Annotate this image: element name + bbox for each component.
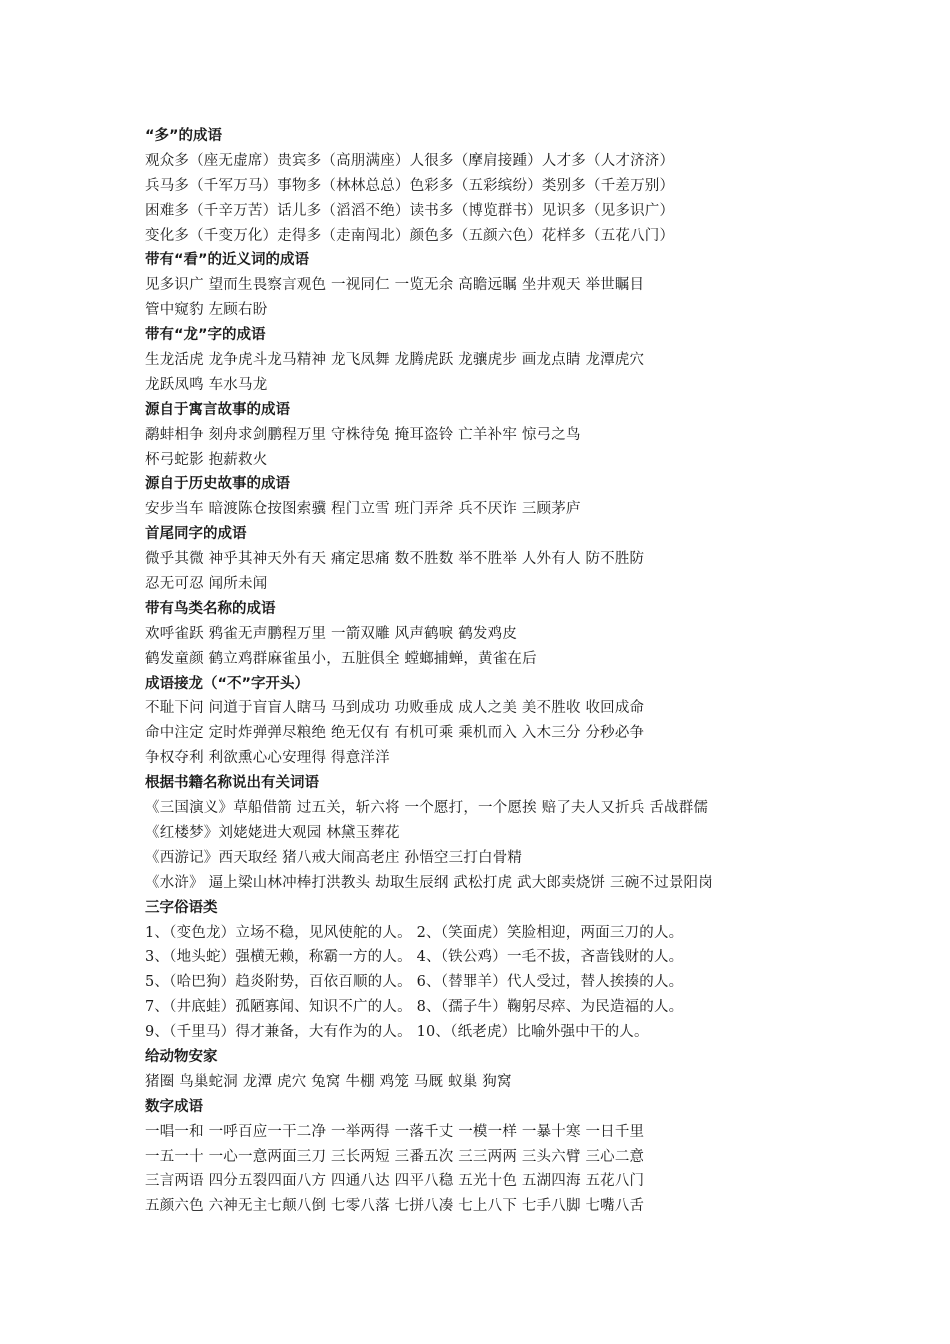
idiom-line: 观众多（座无虚席）贵宾多（高朋满座）人很多（摩肩接踵）人才多（人才济济）: [145, 152, 675, 169]
idiom-line: 一五一十 一心一意两面三刀 三长两短 三番五次 三三两两 三头六臂 三心二意: [145, 1148, 645, 1165]
section-heading: 带有“看”的近义词的成语: [145, 252, 310, 269]
idiom-line: 《水浒》 逼上梁山林冲棒打洪教头 劫取生辰纲 武松打虎 武大郎卖烧饼 三碗不过景阳岗: [145, 874, 713, 891]
idiom-line: 一唱一和 一呼百应一干二净 一举两得 一落千丈 一模一样 一暴十寒 一日千里: [145, 1123, 645, 1140]
idiom-line: 微乎其微 神乎其神天外有天 痛定思痛 数不胜数 举不胜举 人外有人 防不胜防: [145, 551, 645, 568]
idiom-line: 鹬蚌相争 刻舟求剑鹏程万里 守株待兔 掩耳盗铃 亡羊补牢 惊弓之鸟: [145, 426, 581, 443]
idiom-line: 《红楼梦》刘姥姥进大观园 林黛玉葬花: [145, 824, 400, 841]
section-heading: 源自于寓言故事的成语: [145, 401, 290, 418]
idiom-line: 见多识广 望而生畏察言观色 一视同仁 一览无余 高瞻远瞩 坐井观天 举世瞩目: [145, 277, 645, 294]
idiom-line: 鹤发童颜 鹤立鸡群麻雀虽小，五脏俱全 螳螂捕蝉，黄雀在后: [145, 650, 537, 667]
section-heading: 带有鸟类名称的成语: [145, 600, 276, 617]
idiom-line: 管中窥豹 左顾右盼: [145, 302, 268, 319]
idiom-line: 变化多（千变万化）走得多（走南闯北）颜色多（五颜六色）花样多（五花八门）: [145, 227, 675, 244]
section-heading: 给动物安家: [145, 1048, 218, 1065]
idiom-line: 9、（千里马）得才兼备，大有作为的人。 10、（纸老虎）比喻外强中干的人。: [145, 1024, 649, 1041]
idiom-line: 不耻下问 问道于盲盲人瞎马 马到成功 功败垂成 成人之美 美不胜收 收回成命: [145, 700, 645, 717]
section-heading: 成语接龙（“不”字开头）: [145, 675, 310, 692]
section-heading: 三字俗语类: [145, 899, 218, 916]
idiom-line: 《西游记》西天取经 猪八戒大闹高老庄 孙悟空三打白骨精: [145, 849, 523, 866]
idiom-line: 五颜六色 六神无主七颠八倒 七零八落 七拼八凑 七上八下 七手八脚 七嘴八舌: [145, 1198, 645, 1215]
idiom-line: 三言两语 四分五裂四面八方 四通八达 四平八稳 五光十色 五湖四海 五花八门: [145, 1173, 645, 1190]
section-heading: 源自于历史故事的成语: [145, 476, 290, 493]
idiom-line: 猪圈 鸟巢蛇洞 龙潭 虎穴 兔窝 牛棚 鸡笼 马厩 蚁巢 狗窝: [145, 1073, 512, 1090]
idiom-line: 龙跃凤鸣 车水马龙: [145, 376, 268, 393]
idiom-line: 兵马多（千军万马）事物多（林林总总）色彩多（五彩缤纷）类别多（千差万别）: [145, 177, 675, 194]
section-heading: 带有“龙”字的成语: [145, 327, 266, 344]
idiom-line: 安步当车 暗渡陈仓按图索骥 程门立雪 班门弄斧 兵不厌诈 三顾茅庐: [145, 501, 581, 518]
section-heading: 根据书籍名称说出有关词语: [145, 775, 319, 792]
idiom-line: 3、（地头蛇）强横无赖，称霸一方的人。 4、（铁公鸡）一毛不拔，吝啬钱财的人。: [145, 949, 684, 966]
idiom-line: 1、（变色龙）立场不稳，见风使舵的人。 2、（笑面虎）笑脸相迎，两面三刀的人。: [145, 924, 684, 941]
idiom-line: 杯弓蛇影 抱薪救火: [145, 451, 268, 468]
idiom-line: 困难多（千辛万苦）话儿多（滔滔不绝）读书多（博览群书）见识多（见多识广）: [145, 202, 675, 219]
idiom-line: 5、（哈巴狗）趋炎附势，百依百顺的人。 6、（替罪羊）代人受过，替人挨揍的人。: [145, 974, 684, 991]
idiom-line: 7、（井底蛙）孤陋寡闻、知识不广的人。 8、（孺子牛）鞠躬尽瘁、为民造福的人。: [145, 999, 684, 1016]
document-body: [145, 124, 935, 1219]
section-heading: 首尾同字的成语: [145, 526, 247, 543]
idiom-line: 《三国演义》草船借箭 过五关，斩六将 一个愿打，一个愿挨 赔了夫人又折兵 舌战群儒: [145, 800, 709, 817]
section-heading: “多”的成语: [145, 128, 223, 144]
idiom-line: 欢呼雀跃 鸦雀无声鹏程万里 一箭双雕 风声鹤唳 鹤发鸡皮: [145, 625, 518, 642]
idiom-line: 生龙活虎 龙争虎斗龙马精神 龙飞凤舞 龙腾虎跃 龙骧虎步 画龙点睛 龙潭虎穴: [145, 352, 645, 369]
idiom-line: 争权夺利 利欲熏心心安理得 得意洋洋: [145, 750, 390, 767]
idiom-line: 忍无可忍 闻所未闻: [145, 576, 268, 593]
section-heading: 数字成语: [145, 1098, 203, 1115]
idiom-line: 命中注定 定时炸弹弹尽粮绝 绝无仅有 有机可乘 乘机而入 入木三分 分秒必争: [145, 725, 645, 742]
